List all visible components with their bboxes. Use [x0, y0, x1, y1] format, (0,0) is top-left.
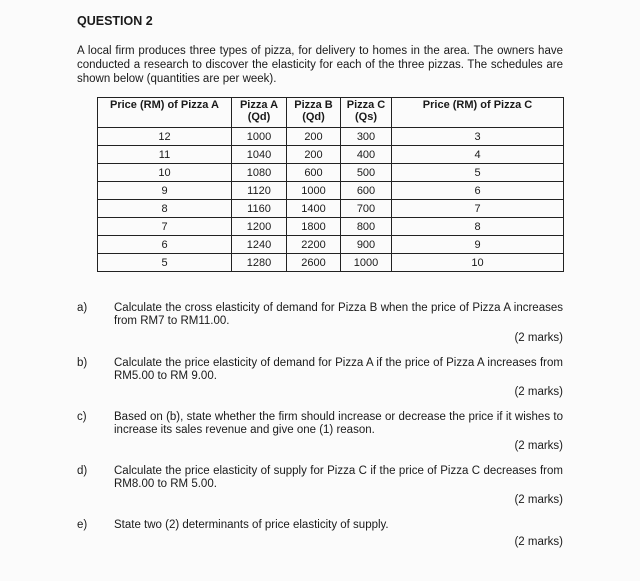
table-cell: 2200: [287, 236, 341, 254]
table-row: [98, 164, 564, 182]
table-cell: 700: [341, 200, 392, 218]
table-row: [98, 182, 564, 200]
table-cell: 8: [98, 200, 232, 218]
header-text: Pizza C: [346, 99, 386, 111]
table-row: [98, 218, 564, 236]
table-cell: 9: [392, 236, 564, 254]
question-marks: (2 marks): [514, 386, 563, 398]
question-marks: (2 marks): [514, 332, 563, 344]
table-cell: 6: [392, 182, 564, 200]
table-cell: 6: [98, 236, 232, 254]
table-cell: 2600: [287, 254, 341, 272]
table-cell: 5: [98, 254, 232, 272]
table-row: [98, 200, 564, 218]
header-text: Pizza A: [239, 99, 279, 111]
header-subtext: (Qd): [247, 111, 271, 123]
header-subtext: (Qs): [355, 111, 377, 123]
question-marks: (2 marks): [514, 536, 563, 548]
header-text: Price (RM) of Pizza C: [422, 99, 533, 111]
table-cell: 1280: [232, 254, 287, 272]
table-cell: 1160: [232, 200, 287, 218]
table-cell: 1800: [287, 218, 341, 236]
table-cell: 1240: [232, 236, 287, 254]
table-cell: 1120: [232, 182, 287, 200]
question-label: d): [77, 465, 88, 477]
table-cell: 8: [392, 218, 564, 236]
table-cell: 200: [287, 146, 341, 164]
table-cell: 1080: [232, 164, 287, 182]
table-cell: 300: [341, 128, 392, 146]
header-price-c: [392, 98, 564, 128]
table-cell: 1000: [341, 254, 392, 272]
intro-paragraph: A local firm produces three types of pizza, for delivery to homes in the area. The owners have conducted a research to discover the elasticity for each of the three pizzas. The schedules are shown below (quantities are per week).: [77, 45, 563, 85]
question-text: Calculate the cross elasticity of demand for Pizza B when the price of Pizza A increases from RM7 to RM11.00.: [114, 302, 563, 327]
question-label: c): [77, 411, 87, 423]
table-cell: 1000: [287, 182, 341, 200]
table-cell: 9: [98, 182, 232, 200]
table-cell: 200: [287, 128, 341, 146]
question-marks: (2 marks): [514, 494, 563, 506]
table-cell: 500: [341, 164, 392, 182]
header-text: Pizza B: [294, 99, 333, 111]
table-cell: 10: [98, 164, 232, 182]
table-cell: 600: [287, 164, 341, 182]
table-cell: 1400: [287, 200, 341, 218]
question-text: Calculate the price elasticity of demand for Pizza A if the price of Pizza A increases from RM5.00 to RM 9.00.: [114, 357, 563, 382]
question-label: e): [77, 519, 88, 531]
header-pizza-c-qs: [341, 98, 392, 128]
table-cell: 10: [392, 254, 564, 272]
question-text: Based on (b), state whether the firm should increase or decrease the price if it wishes to increase its sales revenue and give one (1) reason.: [114, 411, 563, 436]
question-text: Calculate the price elasticity of supply for Pizza C if the price of Pizza C decreases from RM8.00 to RM 5.00.: [114, 465, 563, 490]
schedule-table: [97, 97, 564, 272]
header-price-a: [98, 98, 232, 128]
table-cell: 7: [98, 218, 232, 236]
table-cell: 1040: [232, 146, 287, 164]
header-subtext: (Qd): [302, 111, 325, 123]
table-row: [98, 146, 564, 164]
question-text: State two (2) determinants of price elasticity of supply.: [114, 519, 389, 531]
table-cell: 1000: [232, 128, 287, 146]
table-cell: 400: [341, 146, 392, 164]
table-cell: 1200: [232, 218, 287, 236]
header-text: Price (RM) of Pizza A: [110, 99, 219, 111]
table-cell: 11: [98, 146, 232, 164]
table-cell: 600: [341, 182, 392, 200]
table-row: [98, 236, 564, 254]
table-cell: 5: [392, 164, 564, 182]
table-header-row: [98, 98, 564, 128]
header-pizza-a-qd: [232, 98, 287, 128]
question-label: a): [77, 302, 88, 314]
table-cell: 4: [392, 146, 564, 164]
table-row: [98, 128, 564, 146]
table-cell: 12: [98, 128, 232, 146]
table-cell: 7: [392, 200, 564, 218]
table-cell: 3: [392, 128, 564, 146]
header-pizza-b-qd: [287, 98, 341, 128]
table-cell: 800: [341, 218, 392, 236]
table-row: [98, 254, 564, 272]
question-label: b): [77, 357, 88, 369]
question-marks: (2 marks): [514, 440, 563, 452]
table-cell: 900: [341, 236, 392, 254]
question-title: QUESTION 2: [77, 14, 153, 28]
